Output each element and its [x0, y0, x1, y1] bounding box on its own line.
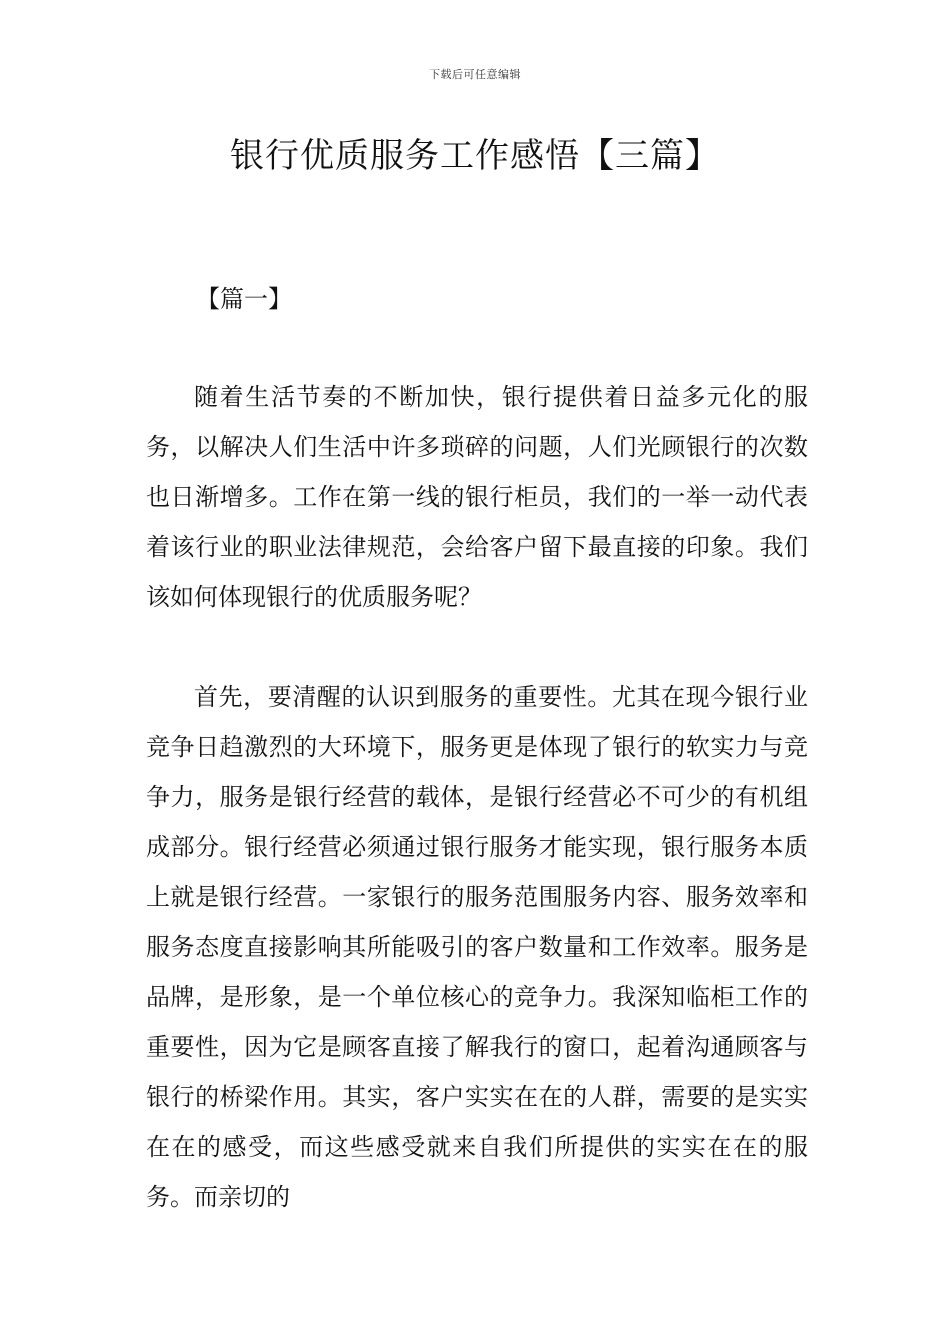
section-label: 【篇一】: [196, 285, 292, 313]
header-note: 下载后可任意编辑: [429, 68, 521, 81]
document-title: 银行优质服务工作感悟【三篇】: [230, 136, 720, 176]
paragraph-2: 首先，要清醒的认识到服务的重要性。尤其在现今银行业竞争日趋激烈的大环境下，服务更是体现了银行的软实力与竞争力，服务是银行经营的载体，是银行经营必不可少的有机组成部分。银行经营必须通过银行服务才能实现，银行服务本质上就是银行经营。一家银行的服务范围服务内容、服务效率和服务态度直接影响其所能吸引的客户数量和工作效率。服务是品牌，是形象，是一个单位核心的竞争力。我深知临柜工作的重要性，因为它是顾客直接了解我行的窗口，起着沟通顾客与银行的桥梁作用。其实，客户实实在在的人群，需要的是实实在在的感受，而这些感受就来自我们所提供的实实在在的服务。而亲切的: [146, 683, 808, 1211]
paragraph-1: 随着生活节奏的不断加快，银行提供着日益多元化的服务，以解决人们生活中许多琐碎的问题，人们光顾银行的次数也日渐增多。工作在第一线的银行柜员，我们的一举一动代表着该行业的职业法律规范，会给客户留下最直接的印象。我们该如何体现银行的优质服务呢？: [146, 383, 808, 611]
